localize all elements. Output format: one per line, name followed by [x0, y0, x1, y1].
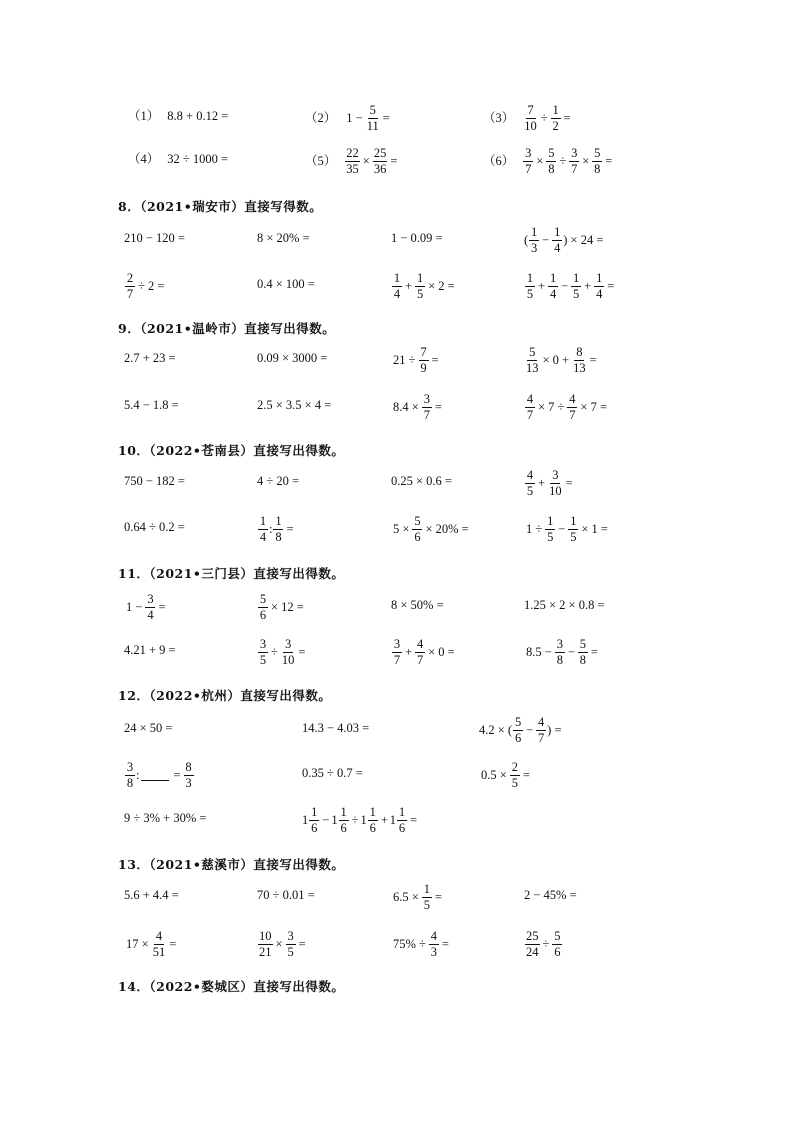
- s12-r2c2: 0.35 ÷ 0.7 =: [302, 766, 363, 780]
- s11-r2c4: [524, 638, 600, 667]
- expression-tail: ÷ 2 =: [138, 279, 165, 294]
- s12-r1c2: 14.3 − 4.03 =: [302, 721, 370, 735]
- whole-number: 1: [360, 813, 367, 828]
- fraction: $\frac{3}{7}$: [393, 637, 401, 668]
- whole-number: 1: [302, 813, 309, 828]
- operand: 1 ÷: [526, 522, 543, 537]
- operator: ×: [275, 937, 283, 952]
- fraction: $\frac{10}{21}$: [259, 929, 272, 960]
- s13-r2c3: [391, 930, 451, 959]
- equals: =: [410, 813, 418, 828]
- problem-number: （5）: [305, 154, 337, 169]
- equals: =: [158, 600, 166, 615]
- operator: −: [526, 723, 534, 738]
- fraction: $\frac{3}{7}$: [571, 146, 578, 177]
- equals: =: [431, 353, 439, 368]
- operator: −: [558, 522, 566, 537]
- fraction: $\frac{5}{6}$: [554, 929, 561, 960]
- expression-tail: ) =: [547, 723, 562, 738]
- expression-tail: × 20% =: [425, 522, 469, 537]
- equals: =: [589, 353, 597, 368]
- equals: =: [441, 937, 449, 952]
- equals: =: [590, 645, 598, 660]
- s8-r2c2: 0.4 × 100 =: [257, 277, 315, 291]
- equals: =: [169, 937, 177, 952]
- section-8-heading: 8．（2021•瑞安市）直接写得数。: [118, 199, 323, 214]
- equals: =: [605, 154, 613, 169]
- fraction: $\frac{25}{36}$: [373, 146, 387, 177]
- expression: 32 ÷ 1000 =: [167, 152, 229, 166]
- s9-r2c4: [524, 393, 609, 422]
- s9-r2c2: 2.5 × 3.5 × 4 =: [257, 398, 332, 412]
- operator: ÷: [542, 937, 550, 952]
- equals: =: [434, 890, 442, 905]
- s8-r1c4: [524, 226, 603, 255]
- expression-tail: × 2 =: [428, 279, 455, 294]
- section-10-heading: 10．（2022•苍南县）直接写出得数。: [118, 443, 345, 458]
- problem-number: （1）: [128, 109, 160, 123]
- fraction: $\frac{8}{13}$: [573, 345, 586, 376]
- s8-r1c3: 1 − 0.09 =: [391, 231, 443, 245]
- fraction: $\frac{4}{3}$: [430, 929, 438, 960]
- fraction: $\frac{1}{5}$: [423, 882, 430, 913]
- fraction: $\frac{3}{8}$: [556, 637, 563, 668]
- operator: +: [538, 279, 546, 294]
- s8-r1c2: 8 × 20% =: [257, 231, 310, 245]
- equals: × 7 =: [580, 400, 608, 415]
- s8-r1c1: 210 − 120 =: [124, 231, 185, 245]
- operand: 5 ×: [393, 522, 410, 537]
- operator: ×: [362, 154, 370, 169]
- operator: × 7 ÷: [538, 400, 565, 415]
- fraction: $\frac{3}{4}$: [147, 592, 154, 623]
- equals: =: [382, 111, 390, 126]
- operator: ÷: [351, 813, 359, 828]
- s13-r2c2: [257, 930, 308, 959]
- problem-number: （6）: [483, 154, 515, 169]
- equals: =: [173, 768, 181, 783]
- fraction: $\frac{4}{51}$: [152, 929, 166, 960]
- operator: +: [538, 476, 546, 491]
- s13-r1c4: 2 − 45% =: [524, 888, 577, 902]
- fraction: $\frac{1}{6}$: [340, 805, 347, 836]
- fraction: $\frac{5}{6}$: [259, 592, 267, 623]
- s10-r2c3: [391, 515, 471, 544]
- operator: × 0 +: [542, 353, 570, 368]
- expression-tail: × 0 =: [428, 645, 455, 660]
- answer-blank[interactable]: [141, 770, 169, 781]
- s10-r2c1: 0.64 ÷ 0.2 =: [124, 520, 185, 534]
- fraction: $\frac{4}{7}$: [538, 715, 545, 746]
- s11-r2c1: 4.21 + 9 =: [124, 643, 176, 657]
- fraction: $\frac{5}{8}$: [579, 637, 586, 668]
- fraction: $\frac{1}{2}$: [552, 103, 559, 134]
- operator: +: [405, 279, 413, 294]
- section-11-heading: 11．（2021•三门县）直接写出得数。: [118, 566, 345, 581]
- fraction: $\frac{5}{6}$: [514, 715, 522, 746]
- equals: =: [522, 768, 530, 783]
- fraction: $\frac{1}{8}$: [275, 514, 282, 545]
- whole-number: 1: [331, 813, 338, 828]
- fraction: $\frac{4}{7}$: [416, 637, 424, 668]
- s9-r2c1: 5.4 − 1.8 =: [124, 398, 179, 412]
- s8-r2c3: [391, 272, 457, 301]
- operator: :: [136, 768, 140, 783]
- fraction: $\frac{1}{4}$: [393, 271, 401, 302]
- section-13-heading: 13．（2021•慈溪市）直接写出得数。: [118, 857, 345, 872]
- equals: =: [565, 476, 573, 491]
- equals: =: [607, 279, 615, 294]
- paren: (: [524, 233, 529, 248]
- operator: ×: [536, 154, 544, 169]
- equals: =: [563, 111, 571, 126]
- fraction: $\frac{5}{13}$: [526, 345, 539, 376]
- operator: ÷: [540, 111, 548, 126]
- problem-number: （3）: [483, 111, 515, 126]
- problem-w2: [305, 104, 392, 133]
- operator: −: [322, 813, 330, 828]
- expression-tail: ) × 24 =: [563, 233, 604, 248]
- problem-number: （4）: [128, 152, 160, 166]
- s11-r1c2: [257, 593, 306, 622]
- fraction: $\frac{1}{5}$: [416, 271, 424, 302]
- s12-r1c3: [479, 716, 562, 745]
- s10-r1c4: [524, 469, 575, 498]
- operand: 1 −: [126, 600, 143, 615]
- operator: +: [584, 279, 592, 294]
- operand: 21 ÷: [393, 353, 416, 368]
- s11-r2c2: [257, 638, 307, 667]
- s13-r1c2: 70 ÷ 0.01 =: [257, 888, 315, 902]
- operator: −: [567, 645, 575, 660]
- fraction: $\frac{1}{5}$: [570, 514, 577, 545]
- fraction: $\frac{1}{5}$: [526, 271, 534, 302]
- operator: −: [561, 279, 569, 294]
- equals: =: [298, 937, 306, 952]
- operand: 75% ÷: [393, 937, 426, 952]
- fraction: $\frac{4}{5}$: [526, 468, 534, 499]
- s11-r1c3: 8 × 50% =: [391, 598, 444, 612]
- equals: =: [286, 522, 294, 537]
- s10-r1c2: 4 ÷ 20 =: [257, 474, 300, 488]
- s9-r2c3: [391, 393, 444, 422]
- operator: ×: [582, 154, 590, 169]
- fraction: $\frac{3}{10}$: [549, 468, 562, 499]
- fraction: $\frac{1}{5}$: [573, 271, 580, 302]
- equals: =: [298, 645, 306, 660]
- s9-r1c3: [391, 346, 441, 375]
- operand: 1 −: [346, 111, 363, 126]
- operand: 6.5 ×: [393, 890, 419, 905]
- whole-number: 1: [389, 813, 396, 828]
- fraction: $\frac{3}{10}$: [281, 637, 295, 668]
- fraction: $\frac{25}{24}$: [526, 929, 539, 960]
- expression-tail: × 12 =: [271, 600, 304, 615]
- fraction: $\frac{1}{4}$: [549, 271, 557, 302]
- fraction: $\frac{5}{8}$: [594, 146, 601, 177]
- fraction: $\frac{3}{8}$: [126, 760, 134, 791]
- problem-w4: [128, 153, 228, 166]
- fraction: $\frac{1}{4}$: [554, 225, 561, 256]
- s10-r1c3: 0.25 × 0.6 =: [391, 474, 452, 488]
- s12-r3c1: 9 ÷ 3% + 30% =: [124, 811, 207, 825]
- s11-r1c4: 1.25 × 2 × 0.8 =: [524, 598, 605, 612]
- s12-r2c1: [124, 761, 195, 790]
- fraction: $\frac{5}{6}$: [414, 514, 421, 545]
- fraction: $\frac{4}{7}$: [569, 392, 576, 423]
- s11-r2c3: [391, 638, 457, 667]
- s12-r3c2: [302, 806, 419, 835]
- fraction: $\frac{5}{8}$: [548, 146, 555, 177]
- equals: =: [434, 400, 442, 415]
- operand: 17 ×: [126, 937, 149, 952]
- fraction: $\frac{3}{5}$: [259, 637, 267, 668]
- s10-r2c4: [524, 515, 610, 544]
- fraction: $\frac{1}{3}$: [531, 225, 538, 256]
- expression: 8.8 + 0.12 =: [167, 109, 229, 123]
- s8-r2c1: [124, 272, 166, 301]
- fraction: $\frac{8}{3}$: [185, 760, 192, 791]
- fraction: $\frac{4}{7}$: [526, 392, 534, 423]
- fraction: $\frac{7}{10}$: [524, 103, 537, 134]
- s10-r2c2: [257, 515, 296, 544]
- fraction: $\frac{1}{5}$: [547, 514, 554, 545]
- problem-w5: [305, 147, 399, 176]
- fraction: $\frac{2}{7}$: [126, 271, 134, 302]
- s12-r2c3: [479, 761, 532, 790]
- operator: ÷: [559, 154, 567, 169]
- s9-r1c4: [524, 346, 599, 375]
- s13-r1c1: 5.6 + 4.4 =: [124, 888, 179, 902]
- fraction: $\frac{1}{4}$: [259, 514, 267, 545]
- operator: ÷: [271, 645, 278, 660]
- operator: +: [405, 645, 413, 660]
- fraction: $\frac{7}{9}$: [420, 345, 427, 376]
- section-9-heading: 9．（2021•温岭市）直接写出得数。: [118, 321, 336, 336]
- problem-number: （2）: [305, 111, 337, 126]
- s8-r2c4: [524, 272, 616, 301]
- s9-r1c1: 2.7 + 23 =: [124, 351, 176, 365]
- problem-w6: [483, 147, 614, 176]
- s9-r1c2: 0.09 × 3000 =: [257, 351, 328, 365]
- fraction: $\frac{3}{5}$: [287, 929, 294, 960]
- fraction: $\frac{2}{5}$: [511, 760, 518, 791]
- fraction: $\frac{3}{7}$: [423, 392, 430, 423]
- fraction: $\frac{3}{7}$: [525, 146, 532, 177]
- problem-w1: [128, 110, 228, 123]
- operator: −: [542, 233, 550, 248]
- s13-r2c4: [524, 930, 563, 959]
- fraction: $\frac{1}{6}$: [398, 805, 406, 836]
- operand: 0.5 ×: [481, 768, 507, 783]
- operand: 4.2 × (: [479, 723, 513, 738]
- fraction: $\frac{1}{4}$: [596, 271, 603, 302]
- section-12-heading: 12．（2022•杭州）直接写出得数。: [118, 688, 332, 703]
- section-14-heading: 14．（2022•婺城区）直接写出得数。: [118, 979, 345, 994]
- s11-r1c1: [124, 593, 168, 622]
- fraction: $\frac{5}{11}$: [366, 103, 379, 134]
- fraction: $\frac{22}{35}$: [346, 146, 359, 177]
- operator: :: [269, 522, 273, 537]
- fraction: $\frac{1}{6}$: [369, 805, 376, 836]
- s13-r1c3: [391, 883, 444, 912]
- fraction: $\frac{1}{6}$: [311, 805, 318, 836]
- problem-w3: [483, 104, 573, 133]
- operator: +: [380, 813, 388, 828]
- s10-r1c1: 750 − 182 =: [124, 474, 185, 488]
- s13-r2c1: [124, 930, 178, 959]
- operand: 8.4 ×: [393, 400, 419, 415]
- operand: 8.5 −: [526, 645, 552, 660]
- equals: =: [390, 154, 398, 169]
- s12-r1c1: 24 × 50 =: [124, 721, 173, 735]
- expression-tail: × 1 =: [581, 522, 608, 537]
